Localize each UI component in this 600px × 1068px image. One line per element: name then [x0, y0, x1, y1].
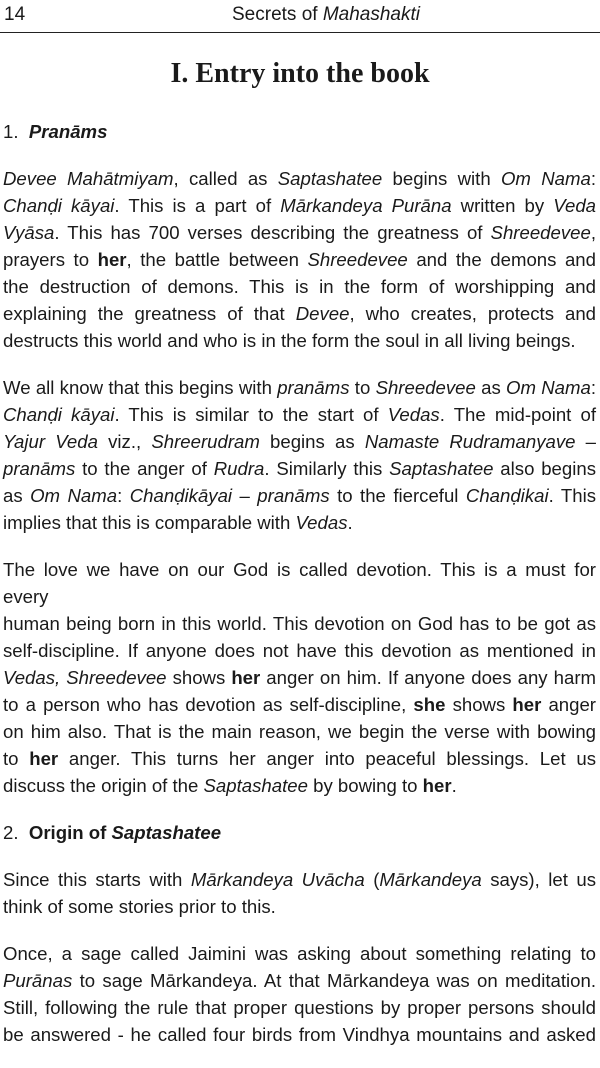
text-line: think of some stories prior to this. — [3, 896, 276, 917]
text-line: self-discipline. If anyone does not have this devotion as mentioned in — [3, 640, 596, 661]
text-line: Vyāsa. This has 700 verses describing the greatness of Shreedevee, — [3, 222, 596, 243]
text-line: Chanḍi kāyai. This is similar to the start of Vedas. The mid-point of — [3, 404, 596, 425]
text-line: explaining the greatness of that Devee, who creates, protects and — [3, 303, 597, 324]
text-line: be answered - he called four birds from Vindhya mountains and asked — [3, 1024, 596, 1045]
header-rule — [0, 32, 600, 33]
text-line: discuss the origin of the Saptashatee by bowing to her. — [3, 775, 457, 796]
text-line: Once, a sage called Jaimini was asking about something relating to — [3, 943, 596, 964]
text-line: to a person who has devotion as self-discipline, she shows her anger — [3, 694, 596, 715]
chapter-title: I. Entry into the book — [170, 58, 430, 89]
text-line: Vedas, Shreedevee shows her anger on him. If anyone does any harm — [3, 667, 596, 688]
text-line: to her anger. This turns her anger into peaceful blessings. Let us — [3, 748, 596, 769]
text-line: Since this starts with Mārkandeya Uvācha (Mārkandeya says), let us — [3, 869, 597, 890]
page-body — [3, 118, 596, 1068]
text-line: Chanḍi kāyai. This is a part of Mārkandeya Purāna written by Veda — [3, 195, 597, 216]
section-heading-origin: 2. Origin of Saptashatee — [3, 822, 222, 843]
text-line: prayers to her, the battle between Shreedevee and the demons and — [3, 249, 596, 270]
text-line: destructs this world and who is in the form the soul in all living beings. — [3, 330, 576, 351]
text-line: as Om Nama: Chanḍikāyai – pranāms to the fierceful Chanḍikai. This — [3, 485, 596, 506]
text-line: pranāms to the anger of Rudra. Similarly this Saptashatee also begins — [3, 458, 596, 479]
section-heading-pranams: 1. Pranāms — [3, 121, 108, 142]
paragraph — [3, 374, 596, 536]
text-line: We all know that this begins with pranāms to Shreedevee as Om Nama: — [3, 377, 596, 398]
text-line: Devee Mahātmiyam, called as Saptashatee begins with Om Nama: — [3, 168, 596, 189]
text-line: Yajur Veda viz., Shreerudram begins as Namaste Rudramanyave – — [3, 431, 596, 452]
text-line: The love we have on our God is called devotion. This is a must for every — [3, 559, 596, 607]
text-line: human being born in this world. This devotion on God has to be got as — [3, 613, 596, 634]
text-line: on him also. That is the main reason, we begin the verse with bowing — [3, 721, 596, 742]
page-header — [0, 0, 600, 40]
text-line: Purānas to sage Mārkandeya. At that Mārkandeya was on meditation. — [3, 970, 596, 991]
running-title: Secrets of Mahashakti — [232, 4, 420, 25]
page-number: 14 — [4, 4, 26, 25]
text-line: implies that this is comparable with Vedas. — [3, 512, 353, 533]
paragraph — [3, 940, 596, 1048]
paragraph — [3, 866, 596, 920]
text-line: Still, following the rule that proper questions by proper persons should — [3, 997, 596, 1018]
paragraph — [3, 165, 596, 354]
paragraph — [3, 556, 596, 799]
text-line: the destruction of demons. This is in the form of worshipping and — [3, 276, 596, 297]
